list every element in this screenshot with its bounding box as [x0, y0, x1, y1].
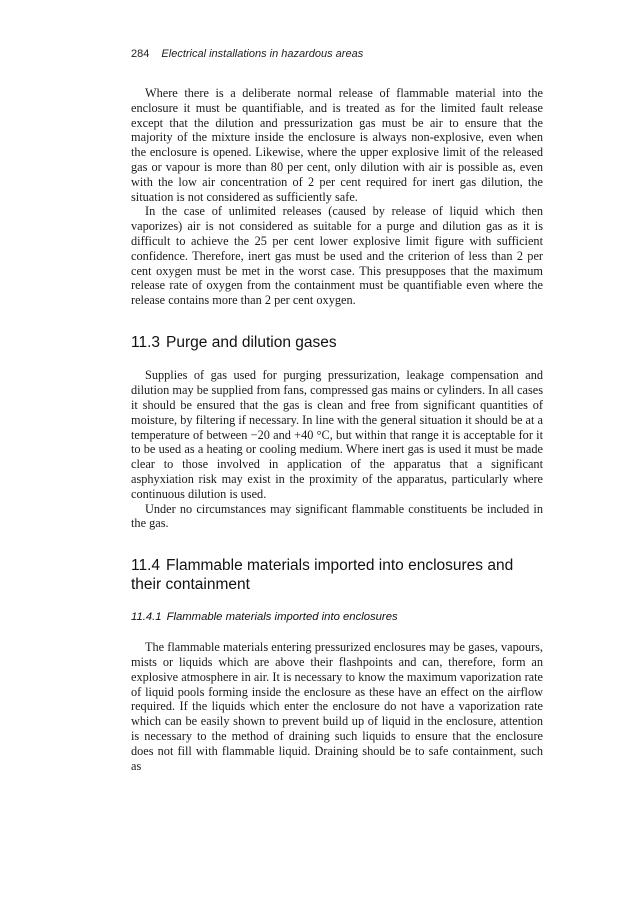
section-title: Flammable materials imported into enclosures and their containment	[131, 557, 514, 593]
intro-paragraph-1: Where there is a deliberate normal release of flammable material into the enclosure it must be quantifiable, and is treated as for the limited fault release except that the dilution and pressurization gas must be air to ensure that the majority of the mixture inside the enclosure is always non-explosive, even when the enclosure is opened. Likewise, where the upper explosive limit of the released gas or vapour is more than 80 per cent, only dilution with air is possible as, even with the low air concentration of 2 per cent required for inert gas dilution, the situation is not considered as sufficiently safe.	[131, 86, 543, 204]
subsection-number: 11.4.1	[131, 611, 162, 624]
section-11-3-paragraph-1: Supplies of gas used for purging pressurization, leakage compensation and dilution may be supplied from fans, compressed gas mains or cylinders. In all cases it should be ensured that the gas is clean and free from significant quantities of moisture, by filtering if necessary. In line with the general situation it should be at a temperature of between −20 and +40 °C, but within that range it is acceptable for it to be used as a heating or cooling medium. Where inert gas is used it must be made clear to those involved in application of the apparatus that a significant asphyxiation risk may exist in the proximity of the apparatus, particularly where continuous dilution is used.	[131, 368, 543, 501]
intro-paragraph-2: In the case of unlimited releases (caused by release of liquid which then vaporizes) air is not considered as suitable for a purge and dilution gas as it is difficult to achieve the 25 per cent lower explosive limit figure with sufficient confidence. Therefore, inert gas must be used and the criterion of less than 2 per cent oxygen must be met in the worst case. This presupposes that the maximum release rate of oxygen from the containment must be quantifiable even where the release contains more than 2 per cent oxygen.	[131, 204, 543, 308]
subsection-title: Flammable materials imported into enclosures	[166, 611, 398, 624]
page-content	[131, 86, 543, 773]
section-11-3-paragraph-2: Under no circumstances may significant flammable constituents be included in the gas.	[131, 501, 543, 531]
section-number: 11.4	[131, 557, 161, 575]
section-title: Purge and dilution gases	[166, 333, 337, 351]
subsection-heading-11-4-1	[131, 610, 543, 624]
section-11-4-1-paragraph-1: The flammable materials entering pressurized enclosures may be gases, vapours, mists or liquids which are above their flashpoints and can, therefore, form an explosive atmosphere in air. It is necessary to know the maximum vaporization rate of liquid pools forming inside the enclosure as these have an effect on the airflow required. If the liquids which enter the enclosure do not have a vaporization rate which can be easily shown to prevent build up of liquid in the enclosure, attention is necessary to the method of draining such liquids to ensure that the enclosure does not fill with flammable liquid. Draining should be to safe containment, such as	[131, 640, 543, 773]
running-title: Electrical installations in hazardous areas	[161, 48, 364, 60]
section-number: 11.3	[131, 333, 161, 351]
section-heading-11-3	[131, 334, 543, 353]
running-head	[131, 48, 363, 60]
page-number: 284	[131, 48, 150, 60]
section-heading-11-4	[131, 557, 543, 594]
